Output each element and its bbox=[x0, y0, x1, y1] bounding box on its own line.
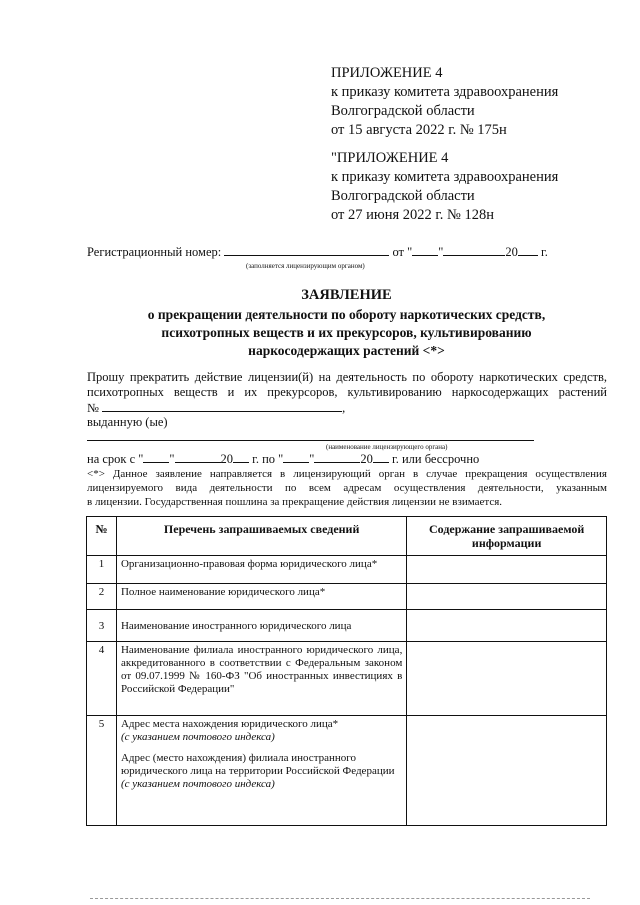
registration-line bbox=[87, 244, 548, 260]
row-label-group bbox=[116, 716, 406, 826]
info-table bbox=[86, 516, 607, 826]
row-label: Организационно-правовая форма юридического лица* bbox=[116, 556, 406, 584]
request-line-2: психотропных веществ и их прекурсоров, культивированию наркосодержащих растений bbox=[87, 385, 607, 399]
appendix-1-line-2: к приказу комитета здравоохранения bbox=[331, 84, 559, 100]
appendix-2-line-1: "ПРИЛОЖЕНИЕ 4 bbox=[331, 150, 449, 166]
term-year-1: 20 bbox=[220, 452, 233, 466]
appendix-2-line-4: от 27 июня 2022 г. № 128н bbox=[331, 207, 494, 223]
term-to-month-field[interactable] bbox=[314, 451, 360, 463]
row-number: 5 bbox=[87, 716, 117, 826]
footnote-line-3: в лицензии. Государственная пошлина за прекращение действия лицензии не взимается. bbox=[87, 496, 503, 508]
table-row bbox=[87, 642, 607, 716]
registration-number-field[interactable] bbox=[224, 244, 389, 256]
document-title bbox=[86, 286, 607, 360]
row-note-2: (с указанием почтового индекса) bbox=[120, 778, 275, 790]
license-number-comma: , bbox=[342, 401, 346, 415]
page-bottom-divider bbox=[90, 898, 590, 899]
row-label-2: Адрес (место нахождения) филиала иностранного юридического лица на территории Российской Федерации bbox=[120, 752, 395, 777]
term-indefinite: г. или бессрочно bbox=[392, 452, 480, 466]
row-number: 1 bbox=[87, 556, 117, 584]
footnote-line-2: лицензируемого вида деятельности по всем адресам осуществления деятельности, указанным bbox=[87, 482, 607, 494]
term-to-year-field[interactable] bbox=[373, 451, 389, 463]
footnote bbox=[87, 467, 607, 509]
term-quote-1: " bbox=[169, 452, 175, 466]
title-line-2: психотропных веществ и их прекурсоров, культивированию bbox=[161, 325, 532, 340]
registration-year-prefix: 20 bbox=[505, 245, 518, 259]
term-year-2: 20 bbox=[360, 452, 373, 466]
table-row bbox=[87, 584, 607, 610]
term-to: г. по " bbox=[252, 452, 284, 466]
header-info-list: Перечень запрашиваемых сведений bbox=[116, 517, 406, 556]
term-from-month-field[interactable] bbox=[175, 451, 221, 463]
term-to-day-field[interactable] bbox=[283, 451, 309, 463]
appendix-2-line-3: Волгоградской области bbox=[331, 188, 475, 204]
appendix-2-line-2: к приказу комитета здравоохранения bbox=[331, 169, 559, 185]
row-label: Наименование иностранного юридического лица bbox=[116, 610, 406, 642]
license-number-line bbox=[87, 400, 345, 416]
table-row bbox=[87, 610, 607, 642]
footnote-line-1: <*> Данное заявление направляется в лицензирующий орган в случае прекращения осуществления bbox=[87, 468, 607, 480]
license-number-sign: № bbox=[87, 401, 99, 415]
row-value-cell[interactable] bbox=[407, 584, 607, 610]
row-label: Полное наименование юридического лица* bbox=[116, 584, 406, 610]
appendix-block-2 bbox=[331, 149, 558, 225]
row-value-cell[interactable] bbox=[407, 556, 607, 584]
row-label: Адрес места нахождения юридического лица* bbox=[120, 718, 339, 730]
licensing-authority-note: (наименование лицензирующего органа) bbox=[326, 443, 448, 451]
issued-label: выданную (ые) bbox=[87, 415, 168, 429]
row-value-cell[interactable] bbox=[407, 610, 607, 642]
title-line-1: о прекращении деятельности по обороту наркотических средств, bbox=[147, 307, 546, 322]
licensing-authority-field[interactable] bbox=[87, 440, 534, 441]
appendix-block-1 bbox=[331, 64, 558, 140]
registration-label: Регистрационный номер: bbox=[87, 245, 222, 259]
term-from: на срок с " bbox=[87, 452, 144, 466]
row-number: 3 bbox=[87, 610, 117, 642]
registration-month-field[interactable] bbox=[443, 244, 505, 256]
registration-year-suffix: г. bbox=[540, 245, 548, 259]
appendix-1-line-3: Волгоградской области bbox=[331, 103, 475, 119]
appendix-1-line-4: от 15 августа 2022 г. № 175н bbox=[331, 122, 507, 138]
title-main: ЗАЯВЛЕНИЕ bbox=[301, 287, 392, 303]
term-from-year-field[interactable] bbox=[233, 451, 249, 463]
term-from-day-field[interactable] bbox=[143, 451, 169, 463]
appendix-1-line-1: ПРИЛОЖЕНИЕ 4 bbox=[331, 65, 443, 81]
row-label: Наименование филиала иностранного юридического лица, аккредитованного в соответствии с Федеральным законом от 09.07.1999 № 160-ФЗ "Об иностранных инвестициях в Российской Федерации" bbox=[116, 642, 406, 716]
row-value-cell[interactable] bbox=[407, 716, 607, 826]
registration-quote: " bbox=[438, 245, 444, 259]
row-note: (с указанием почтового индекса) bbox=[120, 731, 275, 743]
row-number: 4 bbox=[87, 642, 117, 716]
table-header-row bbox=[87, 517, 607, 556]
table-row bbox=[87, 556, 607, 584]
header-number: № bbox=[87, 517, 117, 556]
term-line bbox=[87, 451, 479, 467]
table-row bbox=[87, 716, 607, 826]
term-quote-2: " bbox=[309, 452, 315, 466]
header-info-content: Содержание запрашиваемой информации bbox=[407, 517, 607, 556]
registration-note: (заполняется лицензирующим органом) bbox=[246, 262, 365, 270]
request-line-1: Прошу прекратить действие лицензии(й) на деятельность по обороту наркотических средств, bbox=[87, 370, 607, 384]
registration-year-field[interactable] bbox=[518, 244, 538, 256]
registration-from: от " bbox=[392, 245, 413, 259]
row-value-cell[interactable] bbox=[407, 642, 607, 716]
registration-day-field[interactable] bbox=[412, 244, 438, 256]
title-line-3: наркосодержащих растений <*> bbox=[248, 343, 445, 358]
row-number: 2 bbox=[87, 584, 117, 610]
license-number-field[interactable] bbox=[102, 400, 342, 412]
